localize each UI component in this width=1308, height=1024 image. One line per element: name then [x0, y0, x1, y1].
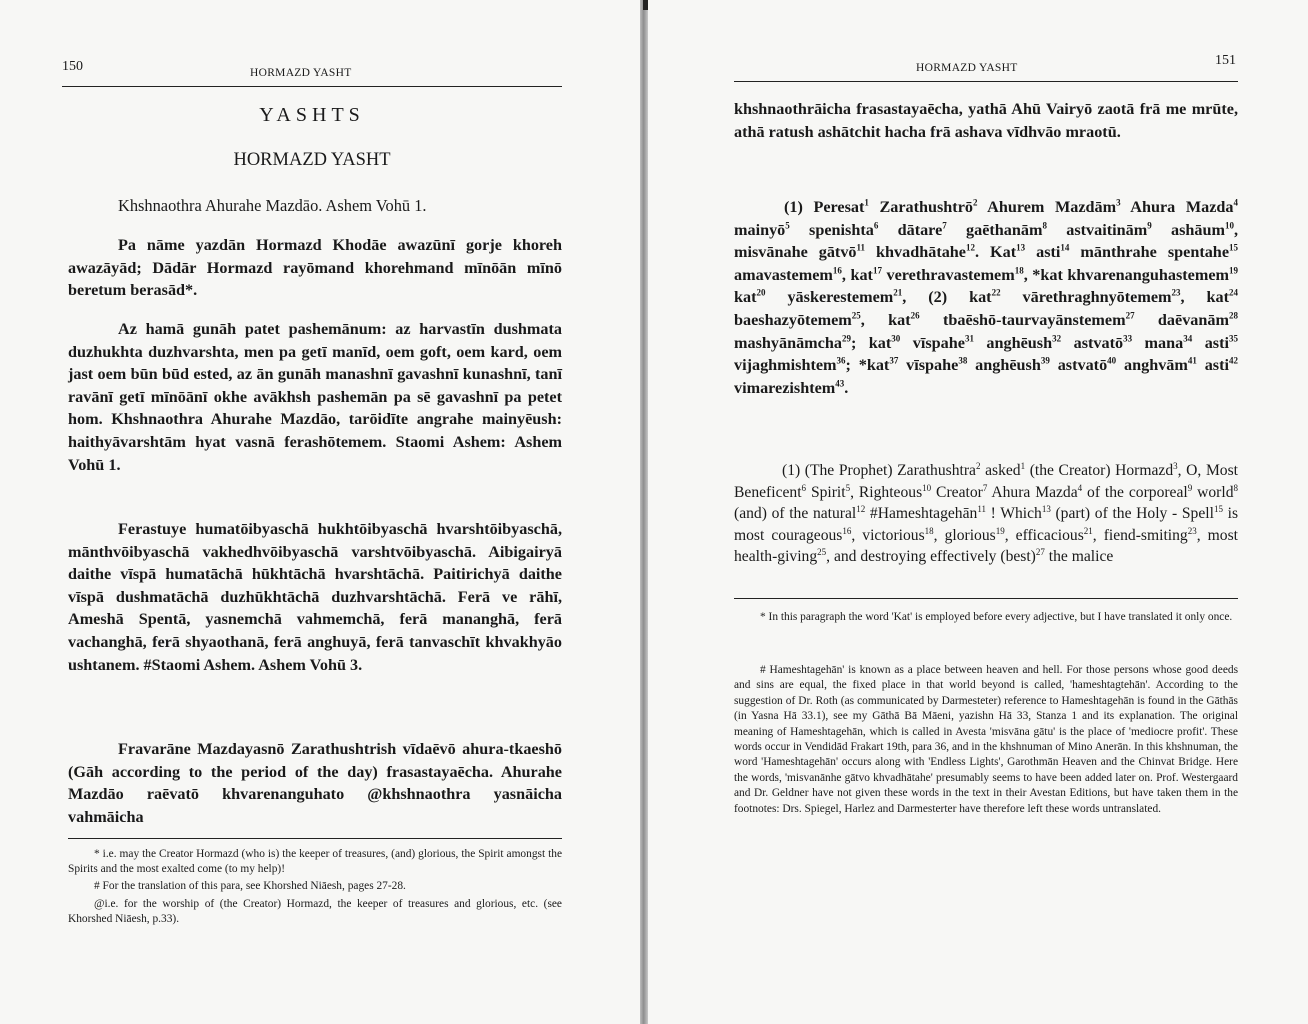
- left-footnote-rule: [68, 838, 562, 839]
- footnote-marker: 1: [1020, 460, 1026, 471]
- footnote-marker: 40: [1107, 355, 1117, 366]
- text-run: khvadhātahe: [865, 243, 966, 262]
- footnote-marker: 3: [1173, 460, 1178, 471]
- text-run: Creator: [931, 483, 983, 501]
- text-run: asti: [1196, 356, 1229, 375]
- text-run: world: [1192, 483, 1234, 501]
- footnote-marker: 3: [1116, 197, 1121, 208]
- text-run: , glorious: [933, 526, 996, 544]
- text-run: most health-giving: [734, 526, 1238, 565]
- left-footnote-1: * i.e. may the Creator Hormazd (who is) the keeper of treasures, (and) glorious, the Spirit amongst the Spirits and the most exalted come (to my help)!: [68, 848, 562, 876]
- footnote-marker: 21: [1083, 525, 1093, 536]
- text-run: kat: [734, 288, 757, 307]
- footnote-marker: 5: [845, 482, 851, 493]
- footnote-marker: 9: [1147, 220, 1152, 231]
- footnote-marker: 4: [1077, 482, 1083, 493]
- footnote-marker: 19: [1229, 265, 1238, 276]
- footnote-marker: 19: [995, 525, 1005, 536]
- text-run: #Hameshtagehān: [865, 505, 978, 522]
- text-run: , (2) kat: [902, 288, 992, 307]
- text-run: , Righteous: [850, 483, 923, 501]
- text-run: vīspahe: [898, 356, 959, 375]
- text-run: daēvanām: [1134, 310, 1229, 329]
- text-run: astvatō: [1049, 356, 1108, 375]
- text-run: vijaghmishtem: [734, 356, 837, 375]
- footnote-marker: 31: [964, 333, 974, 344]
- text-run: verethravastemem: [881, 265, 1015, 284]
- right-running-head: HORMAZD YASHT: [916, 62, 1018, 74]
- text-run: ashāum: [1151, 220, 1225, 239]
- text-run: , *kat khvarenanguhastemem: [1023, 265, 1229, 284]
- text-run: dātare: [878, 220, 943, 239]
- footnote-marker: 23: [1187, 525, 1197, 536]
- footnote-marker: 25: [851, 310, 861, 321]
- footnote-marker: 2: [975, 460, 981, 471]
- footnote-marker: 6: [801, 482, 807, 493]
- footnote-marker: 33: [1123, 333, 1133, 344]
- footnote-marker: 1: [864, 197, 869, 208]
- footnote-marker: 15: [1213, 503, 1223, 514]
- text-run: Ahurem Mazdām: [977, 198, 1117, 216]
- text-run: amavastemem: [734, 265, 833, 284]
- footnote-marker: 10: [922, 482, 932, 493]
- text-run: , kat: [841, 265, 873, 284]
- text-run: vārethraghnyōtemem: [1000, 288, 1172, 307]
- footnote-marker: 30: [891, 333, 901, 344]
- footnote-marker: 24: [1229, 287, 1238, 298]
- right-page-number: 151: [1215, 53, 1236, 68]
- right-running-header: [734, 55, 1238, 82]
- paragraph-2: Pa nāme yazdān Hormazd Khodāe awazūnī gorje khoreh awazāyād; Dādār Hormazd rayōmand khorehmand mīnōān mīnō beretum berasād*.: [68, 236, 562, 300]
- text-run: Kat: [979, 243, 1017, 262]
- text-run: (and) of the natural: [734, 505, 857, 522]
- text-run: .: [975, 243, 980, 262]
- footnote-marker: 15: [1229, 242, 1238, 253]
- text-run: (part) of the Holy - Spell: [1050, 505, 1214, 522]
- footnote-marker: 23: [1171, 287, 1181, 298]
- footnote-marker: 11: [977, 503, 986, 514]
- footnote-marker: 7: [942, 220, 947, 231]
- chapter-title: HORMAZD YASHT: [233, 150, 391, 170]
- paragraph-5: Fravarāne Mazdayasnō Zarathushtrish vīdaēvō ahura-tkaeshō (Gāh according to the period of the day) frasastayaēcha. Ahurahe Mazdāo raēvatō khvarenanguhato @khshnaothra yasnāicha vahmāicha: [68, 740, 562, 826]
- footnote-marker: 39: [1040, 355, 1050, 366]
- left-footnote-2: # For the translation of this para, see Khorshed Niāesh, pages 27-28.: [94, 880, 406, 892]
- footnote-marker: 11: [856, 242, 866, 253]
- footnote-marker: 12: [966, 242, 975, 253]
- footnote-marker: 32: [1052, 333, 1062, 344]
- text-run: ! Which: [985, 505, 1042, 522]
- footnote-marker: 20: [756, 287, 766, 298]
- footnote-marker: 27: [1035, 546, 1045, 557]
- footnote-marker: 18: [924, 525, 934, 536]
- text-run: , victorious: [851, 526, 925, 544]
- footnote-marker: 5: [785, 220, 790, 231]
- text-run: gaēthanām: [946, 220, 1043, 239]
- text-run: asti: [1025, 243, 1061, 262]
- footnote-marker: 25: [817, 546, 827, 557]
- text-run: mana: [1132, 333, 1184, 352]
- text-run: asked: [980, 462, 1021, 479]
- text-run: , fiend-smiting: [1092, 526, 1188, 544]
- text-run: Spirit: [806, 483, 846, 501]
- left-running-head: HORMAZD YASHT: [250, 67, 352, 79]
- text-run: , kat: [1180, 288, 1229, 307]
- text-run: anghēush: [973, 333, 1053, 352]
- footnote-marker: 18: [1014, 265, 1024, 276]
- text-run: , O, Most Beneficent: [734, 462, 1239, 501]
- text-run: astvaitinām: [1046, 220, 1148, 239]
- right-footnote-2: # Hameshtagehān' is known as a place between heaven and hell. For those persons whose good deeds and sins are equal, the fixed place in that world beyond is called, 'hameshtagtehān'. According to the suggestion of Dr. Roth (as communicated by Darmesteter) reference to Hameshtagehān is found in the Gāthās (in Yasna Hā 33.1), see my Gāthā Bā Māeni, yazishn Hā 33, Stanza 1 and its explanation. The original meaning of Hameshtagehān, which is called in Avesta 'misvāna gātu' is the place of 'mediocre profit'. These words occur in Vendidād Frakart 19th, para 36, and in the khshnuman of Mino Anerān. In this khshnuman, the word 'Hameshtagehān' occurs along with 'Endless Lights', Garothmān Heaven and the Chinvat Bridge. Here the words, 'misvanānhe gātvo khvadhātahe' presumably seems to have been added later on. Prof. Westergaard and Dr. Geldner have not given these words in the text in their Avestan Editions, but have taken them in the footnotes: Drs. Spiegel, Harlez and Darmesterter have therefore left these words untranslated.: [734, 664, 1238, 815]
- text-run: yāskerestemem: [765, 288, 894, 307]
- text-run: mānthrahe spentahe: [1069, 243, 1229, 262]
- footnote-marker: 37: [889, 355, 899, 366]
- text-run: vimarezishtem: [734, 378, 836, 397]
- footnote-marker: 22: [991, 287, 1001, 298]
- footnote-marker: 29: [841, 333, 851, 344]
- text-run: tbaēshō-taurvayānstemem: [919, 310, 1126, 329]
- footnote-marker: 6: [873, 220, 879, 231]
- paragraph-1: Khshnaothra Ahurahe Mazdāo. Ashem Vohū 1.: [118, 196, 427, 215]
- footnote-marker: 16: [842, 525, 852, 536]
- avesta-paragraph: [734, 196, 1238, 399]
- footnote-marker: 8: [1042, 220, 1047, 231]
- footnote-marker: 28: [1228, 310, 1238, 321]
- text-run: anghēush: [967, 356, 1041, 375]
- footnote-marker: 13: [1016, 242, 1026, 253]
- text-run: ,: [1196, 526, 1201, 544]
- footnote-marker: 17: [872, 265, 882, 276]
- footnote-marker: 34: [1183, 333, 1193, 344]
- text-run: vīspahe: [900, 333, 965, 352]
- footnote-marker: 8: [1233, 482, 1239, 493]
- right-footnote-rule: [734, 598, 1238, 599]
- text-run: , kat: [860, 310, 911, 329]
- footnote-marker: 36: [836, 355, 846, 366]
- footnote-marker: 16: [832, 265, 842, 276]
- footnote-marker: 43: [835, 378, 845, 389]
- left-running-header: [62, 60, 562, 87]
- footnote-marker: 21: [893, 287, 903, 298]
- text-run: mashyānāmcha: [734, 333, 842, 352]
- footnote-marker: 41: [1187, 355, 1197, 366]
- text-run: anghvām: [1116, 356, 1188, 375]
- footnote-marker: 12: [856, 503, 866, 514]
- footnote-marker: 2: [972, 197, 978, 208]
- text-run: , misvānahe gātvō: [734, 220, 1238, 262]
- text-run: , and destroying effectively (best): [826, 548, 1036, 565]
- footnote-marker: 35: [1228, 333, 1238, 344]
- right-page: [648, 0, 1308, 1024]
- footnote-marker: 26: [910, 310, 920, 321]
- paragraph-3: Az hamā gunāh patet pashemānum: az harvastīn dushmata duzhukhta duzhvarshta, men pa getī manīd, oem goft, oem kard, oem jast oem būn būd ested, az ān gunāh manashnī gavashnī kunashnī, tanī ravānī getī mīnōānī okhe avākhsh pashemān pa sē gavashnī pa petet hom. Khshnaothra Ahurahe Mazdāo, tarōidīte angrahe mainyēush: haithyāvarshtām hyat vasnā ferashōtemem. Staomi Ashem: Ashem Vohū 1.: [68, 320, 562, 474]
- text-run: ; kat: [850, 333, 892, 352]
- text-run: spenishta: [789, 220, 874, 239]
- text-run: baeshazyōtemem: [734, 310, 852, 329]
- text-run: Ahura Mazda: [987, 483, 1078, 501]
- text-run: the malice: [1044, 548, 1114, 565]
- footnote-marker: 9: [1187, 482, 1193, 493]
- left-page-number: 150: [62, 59, 83, 74]
- footnote-marker: 38: [958, 355, 968, 366]
- text-run: (the Creator) Hormazd: [1025, 462, 1174, 479]
- text-run: Ahura Mazda: [1120, 198, 1234, 216]
- footnote-marker: 27: [1125, 310, 1135, 321]
- text-run: Zarathushtrō: [868, 198, 973, 216]
- text-run: of the corporeal: [1082, 483, 1188, 501]
- text-run: is most: [734, 505, 1239, 544]
- footnote-marker: 4: [1233, 197, 1238, 208]
- section-title: YASHTS: [259, 104, 365, 126]
- text-run: asti: [1192, 333, 1229, 352]
- left-page: [0, 0, 640, 1024]
- text-run: astvatō: [1061, 333, 1124, 352]
- footnote-marker: 10: [1224, 220, 1234, 231]
- footnote-marker: 14: [1060, 242, 1070, 253]
- book-gutter: [640, 0, 648, 1024]
- left-footnote-3: @i.e. for the worship of (the Creator) Hormazd, the keeper of treasures and glorious, etc. (see Khorshed Niāesh, p.33).: [68, 898, 562, 926]
- paragraph-4: Ferastuye humatōibyaschā hukhtōibyaschā hvarshtōibyaschā, mānthvōibyaschā vakhedhvōibyaschā varshtvōibyaschā. Aibigairyā daithe vīspā humatāchā hūkhtāchā hvarshtāchā. Paitirichyā daithe vīspā dushmatāchā duzhūkhtāchā duzhvarshtāchā. Ferā ve rāhī, Ameshā Spentā, yasnemchā vahmemchā, ferā mananghā, ferā vachanghā, ferā shyaothanā, ferā anghuyā, ferā tanvaschīt khvakhyāo ushtanem. #Staomi Ashem. Ashem Vohū 3.: [68, 520, 562, 674]
- text-run: ; *kat: [845, 356, 890, 375]
- text-run: mainyō: [734, 220, 786, 239]
- right-footnote-1: * In this paragraph the word 'Kat' is employed before every adjective, but I have translated it only once.: [760, 611, 1233, 623]
- text-run: courageous: [764, 526, 843, 544]
- text-run: (1) Peresat: [784, 198, 865, 216]
- footnote-marker: 7: [982, 482, 988, 493]
- footnote-marker: 13: [1041, 503, 1051, 514]
- opening-paragraph: khshnaothrāicha frasastayaēcha, yathā Ahū Vairyō zaotā frā me mrūte, athā ratush ashātchit hacha frā ashava vīdhvāo mraotū.: [734, 100, 1238, 141]
- text-run: (1) (The Prophet) Zarathushtra: [782, 462, 976, 479]
- translation-paragraph: [734, 460, 1238, 568]
- text-run: .: [844, 378, 849, 397]
- text-run: , efficacious: [1004, 526, 1084, 544]
- footnote-marker: 42: [1229, 355, 1238, 366]
